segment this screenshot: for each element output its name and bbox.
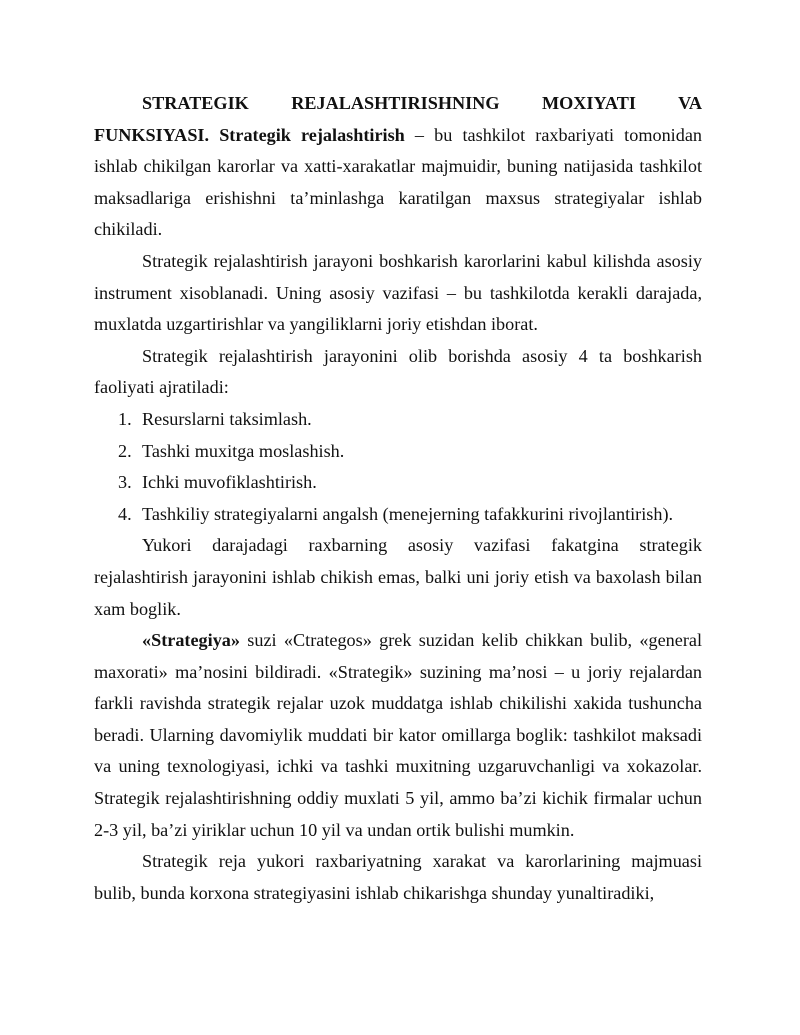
- list-item-number: 3.: [118, 472, 132, 493]
- paragraph-strategic-plan: Strategik reja yukori raxbariyatning xarakat va karorlarining majmuasi bulib, bunda korxona strategiyasini ishlab chikarishga shunday yunaltiradiki,: [94, 851, 702, 903]
- list-item-text: Tashkiliy strategiyalarni angalsh (menejerning tafakkurini rivojlantirish).: [142, 503, 674, 524]
- heading-line-2: FUNKSIYASI. Strategik rejalashtirish: [94, 124, 405, 145]
- list-item-text: Tashki muxitga moslashish.: [142, 440, 345, 461]
- document-page: [94, 88, 702, 909]
- paragraph-activities-intro: Strategik rejalashtirish jarayonini olib borishda asosiy 4 ta boshkarish faoliyati ajratiladi:: [94, 345, 702, 398]
- strategy-term: «Strategiya»: [142, 630, 240, 651]
- list-item-number: 2.: [118, 440, 132, 461]
- heading-line-1: STRATEGIK REJALASHTIRISHNING MOXIYATI VA: [142, 93, 702, 113]
- section-heading: [94, 88, 702, 120]
- list-item-number: 1.: [118, 408, 132, 429]
- definition-paragraph: [94, 120, 702, 246]
- list-item: [94, 436, 702, 468]
- list-item-number: 4.: [118, 503, 132, 524]
- paragraph-strategy-meaning: [94, 625, 702, 846]
- list-item: [94, 499, 702, 531]
- list-item-text: Resurslarni taksimlash.: [142, 408, 312, 429]
- list-item-text: Ichki muvofiklashtirish.: [142, 472, 317, 493]
- list-item: [94, 404, 702, 436]
- paragraph-leader-task: Yukori darajadagi raxbarning asosiy vazifasi fakatgina strategik rejalashtirish jarayonini ishlab chikish emas, balki uni joriy etish va baxolash bilan xam boglik.: [94, 535, 702, 619]
- strategy-meaning-text: suzi «Ctrategos» grek suzidan kelib chikkan bulib, «general maxorati» ma’nosini bildiradi. «Strategik» suzining ma’nosi – u joriy rejalardan farkli ravishda strategik rejalar uzok muddatga ishlab chikilishi xakida tushuncha beradi. Ularning davomiylik muddati bir kator omillarga boglik: tashkilot maksadi va uning texnologiyasi, ichki va tashki muxitning uzgaruvchanligi va xokazolar. Strategik rejalashtirishning oddiy muxlati 5 yil, ammo ba’zi kichik firmalar uchun 2-3 yil, ba’zi yiriklar uchun 10 yil va undan ortik bulishi mumkin.: [94, 630, 702, 840]
- list-item: [94, 467, 702, 499]
- activities-list: [94, 404, 702, 530]
- definition-text: – bu tashkilot raxbariyati tomonidan ishlab chikilgan karorlar va xatti-xarakatlar majmuidir, buning natijasida tashkilot maksadlariga erishishni ta’minlashga karatilgan maxsus strategiyalar ishlab chikiladi.: [94, 124, 702, 240]
- paragraph-process: Strategik rejalashtirish jarayoni boshkarish karorlarini kabul kilishda asosiy instrument xisoblanadi. Uning asosiy vazifasi – bu tashkilotda kerakli darajada, muxlatda uzgartirishlar va yangiliklarni joriy etishdan iborat.: [94, 250, 702, 335]
